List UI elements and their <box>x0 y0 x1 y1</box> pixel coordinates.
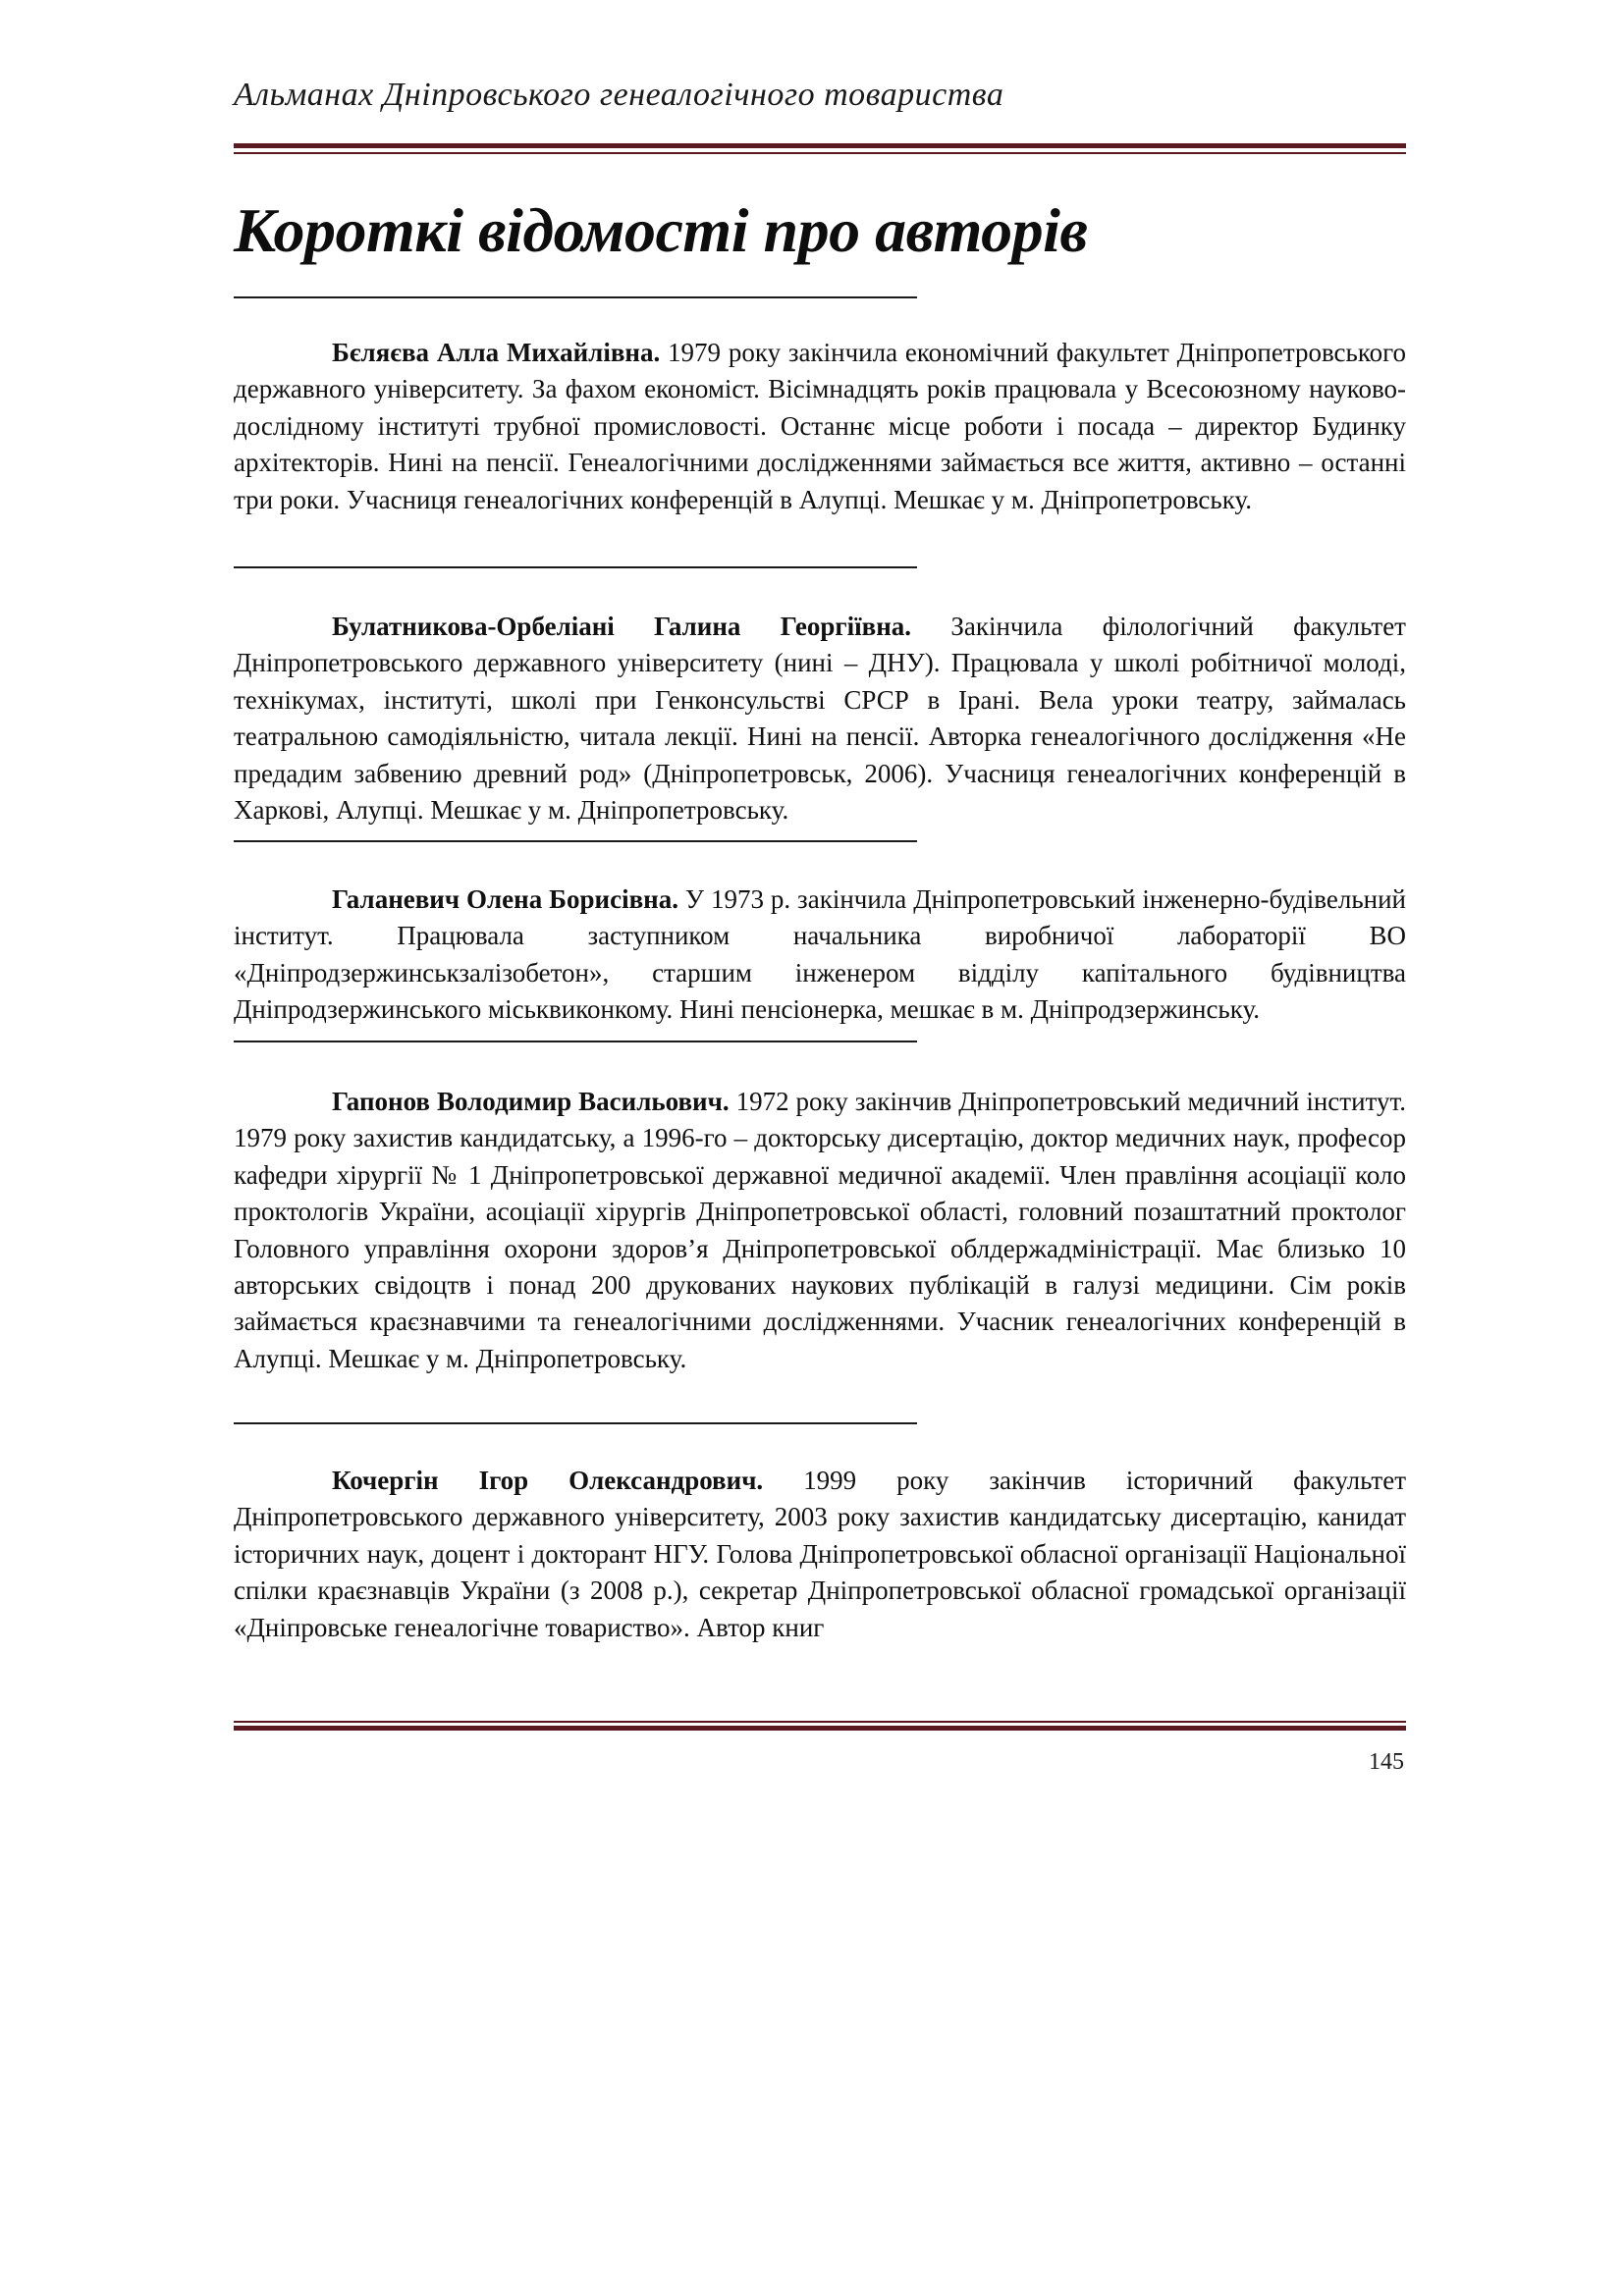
author-bio-1 <box>234 335 1406 518</box>
footer-rule-thick <box>234 1726 1406 1731</box>
header-rule-thick <box>234 143 1406 148</box>
title-divider <box>234 296 917 298</box>
author-bio-text: Закінчила філологічний факультет Дніпропетровського державного університету (нині – ДНУ). Працювала у школі робітничої молоді, технікумах, інституті, школі при Генконсульстві СРСР в Ірані. Вела уроки театру, займалась театральною самодіяльністю, читала лекції. Нині на пенсії. Авторка генеалогічного дослідження «Не предадим забвению древний род» (Дніпропетровськ, 2006). Учасниця генеалогічних конференцій в Харкові, Алупці. Мешкає у м. Дніпропетровську. <box>234 612 1406 826</box>
author-bio-text: 1999 року закінчив історичний факультет Дніпропетровського державного університету, 2003 року захистив кандидатську дисертацію, канидат історичних наук, доцент і докторант НГУ. Голова Дніпропетровської обласної організації Національної спілки краєзнавців України (з 2008 р.), секретар Дніпропетровської обласної громадської організації «Дніпровське генеалогічне товариство». Автор книг <box>234 1466 1406 1642</box>
page-number: 145 <box>1369 1749 1404 1775</box>
header-rule <box>234 143 1406 155</box>
bio-divider <box>234 1041 917 1042</box>
author-bio-text: 1972 року закінчив Дніпропетровський медичний інститут. 1979 року захистив кандидатську, а 1996-го – докторську дисертацію, доктор медичних наук, професор кафедри хірургії № 1 Дніпропетровської державної медичної академії. Член правління асоціації коло проктологів України, асоціації хірургів Дніпропетровської області, головний позаштатний проктолог Головного управління охорони здоров’я Дніпропетровської облдержадміністрації. Має близько 10 авторських свідоцтв і понад 200 друкованих наукових публікацій в галузі медицини. Сім років займається краєзнавчими та генеалогічними дослідженнями. Учасник генеалогічних конференцій в Алупці. Мешкає у м. Дніпропетровську. <box>234 1087 1406 1373</box>
bio-divider <box>234 840 917 842</box>
author-bio-5 <box>234 1463 1406 1646</box>
author-bio-3 <box>234 881 1406 1029</box>
header-rule-thin <box>234 152 1406 154</box>
page-title: Короткі відомості про авторів <box>234 195 1088 265</box>
author-bio-4 <box>234 1084 1406 1377</box>
author-bio-2 <box>234 609 1406 828</box>
footer-rule <box>234 1721 1406 1733</box>
author-name: Гапонов Володимир Васильович. <box>332 1087 730 1116</box>
footer-rule-thin <box>234 1721 1406 1723</box>
bio-divider <box>234 1422 917 1424</box>
running-header: Альманах Дніпровського генеалогічного товариства <box>234 77 1004 113</box>
author-bio-text: 1979 року закінчила економічний факультет Дніпропетровського державного університету. За фахом економіст. Вісімнадцять років працювала у Всесоюзному науково-дослідному інституті трубної промисловості. Останнє місце роботи і посада – директор Будинку архітекторів. Нині на пенсії. Генеалогічними дослідженнями займається все життя, активно – останні три роки. Учасниця генеалогічних конференцій в Алупці. Мешкає у м. Дніпропетровську. <box>234 338 1406 514</box>
bio-divider <box>234 566 917 568</box>
author-bio-text: У 1973 р. закінчила Дніпропетровський інженерно-будівельний інститут. Працювала заступником начальника виробничої лабораторії ВО «Дніпродзержинськзалізобетон», старшим інженером відділу капітального будівництва Дніпродзержинського міськвиконкому. Нині пенсіонерка, мешкає в м. Дніпродзержинську. <box>234 884 1406 1025</box>
author-name: Бєляєва Алла Михайлівна. <box>332 338 661 367</box>
author-name: Галаневич Олена Борисівна. <box>332 884 678 914</box>
author-name: Кочергін Ігор Олександрович. <box>332 1466 764 1495</box>
author-name: Булатникова-Орбеліані Галина Георгіївна. <box>332 612 911 641</box>
